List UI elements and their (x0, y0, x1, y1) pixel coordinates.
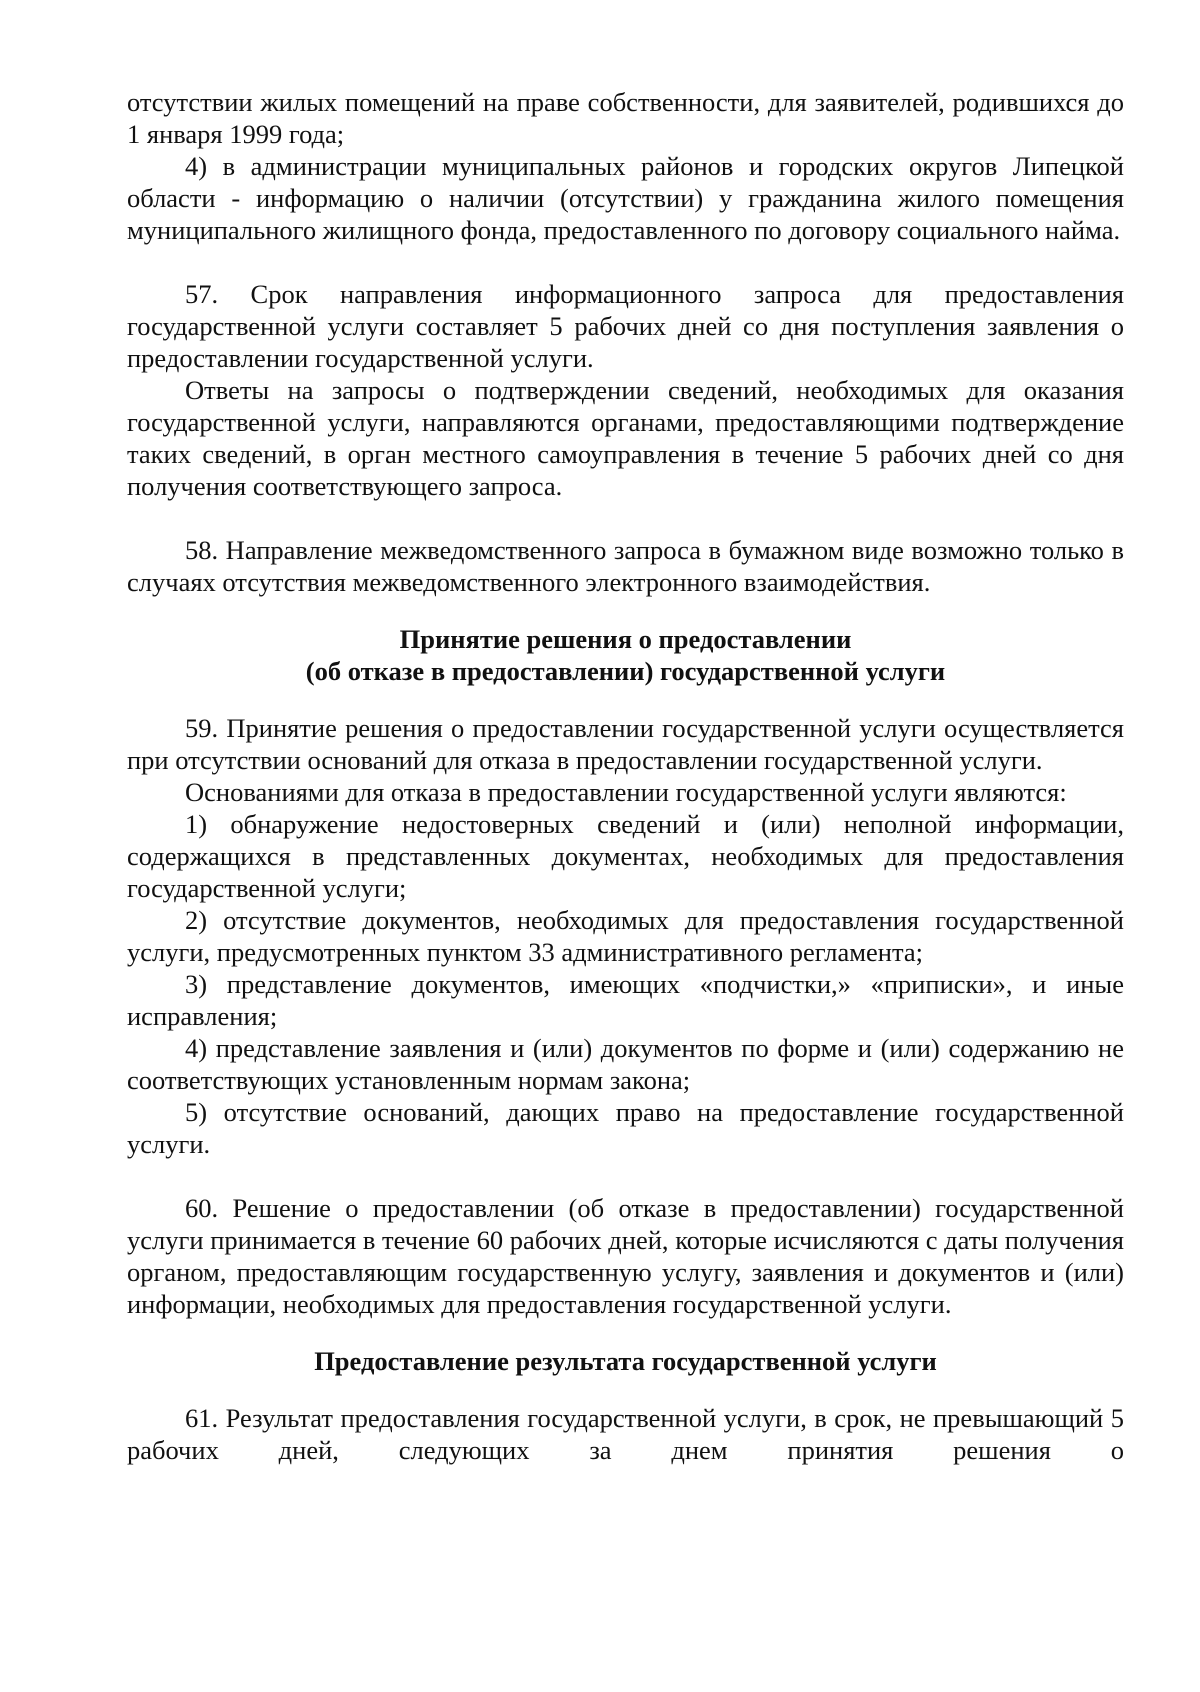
section-heading-decision (127, 623, 1124, 687)
paragraph-continuation: отсутствии жилых помещений на праве собственности, для заявителей, родившихся до 1 января 1999 года; (127, 87, 1124, 149)
section-heading-result (127, 1345, 1124, 1377)
paragraph-61: 61. Результат предоставления государственной услуги, в срок, не превышающий 5 рабочих дней, следующих за днем принятия решения о (127, 1403, 1124, 1465)
paragraph-59-item-5: 5) отсутствие оснований, дающих право на предоставление государственной услуги. (127, 1097, 1124, 1159)
document-page (127, 86, 1124, 1466)
paragraph-57: 57. Срок направления информационного запроса для предоставления государственной услуги составляет 5 рабочих дней со дня поступления заявления о предоставлении государственной услуги. (127, 279, 1124, 373)
section-heading-decision-line2: (об отказе в предоставлении) государственной услуги (305, 656, 946, 686)
paragraph-58: 58. Направление межведомственного запроса в бумажном виде возможно только в случаях отсутствия межведомственного электронного взаимодействия. (127, 535, 1124, 597)
paragraph-60: 60. Решение о предоставлении (об отказе в предоставлении) государственной услуги принимается в течение 60 рабочих дней, которые исчисляются с даты получения органом, предоставляющим государственную услугу, заявления и документов и (или) информации, необходимых для предоставления государственной услуги. (127, 1193, 1124, 1319)
paragraph-59-item-4: 4) представление заявления и (или) документов по форме и (или) содержанию не соответствующих установленным нормам закона; (127, 1033, 1124, 1095)
paragraph-item-4: 4) в администрации муниципальных районов и городских округов Липецкой области - информацию о наличии (отсутствии) у гражданина жилого помещения муниципального жилищного фонда, предоставленного по договору социального найма. (127, 151, 1124, 245)
paragraph-57-responses: Ответы на запросы о подтверждении сведений, необходимых для оказания государственной услуги, направляются органами, предоставляющими подтверждение таких сведений, в орган местного самоуправления в течение 5 рабочих дней со дня получения соответствующего запроса. (127, 375, 1124, 501)
paragraph-59-item-1: 1) обнаружение недостоверных сведений и (или) неполной информации, содержащихся в представленных документах, необходимых для предоставления государственной услуги; (127, 809, 1124, 903)
paragraph-59: 59. Принятие решения о предоставлении государственной услуги осуществляется при отсутствии оснований для отказа в предоставлении государственной услуги. (127, 713, 1124, 775)
paragraph-59-item-2: 2) отсутствие документов, необходимых для предоставления государственной услуги, предусмотренных пунктом 33 административного регламента; (127, 905, 1124, 967)
paragraph-59-item-3: 3) представление документов, имеющих «подчистки,» «приписки», и иные исправления; (127, 969, 1124, 1031)
paragraph-59-grounds: Основаниями для отказа в предоставлении государственной услуги являются: (185, 777, 1067, 807)
section-heading-result-line: Предоставление результата государственной услуги (314, 1346, 937, 1376)
section-heading-decision-line1: Принятие решения о предоставлении (399, 624, 852, 654)
